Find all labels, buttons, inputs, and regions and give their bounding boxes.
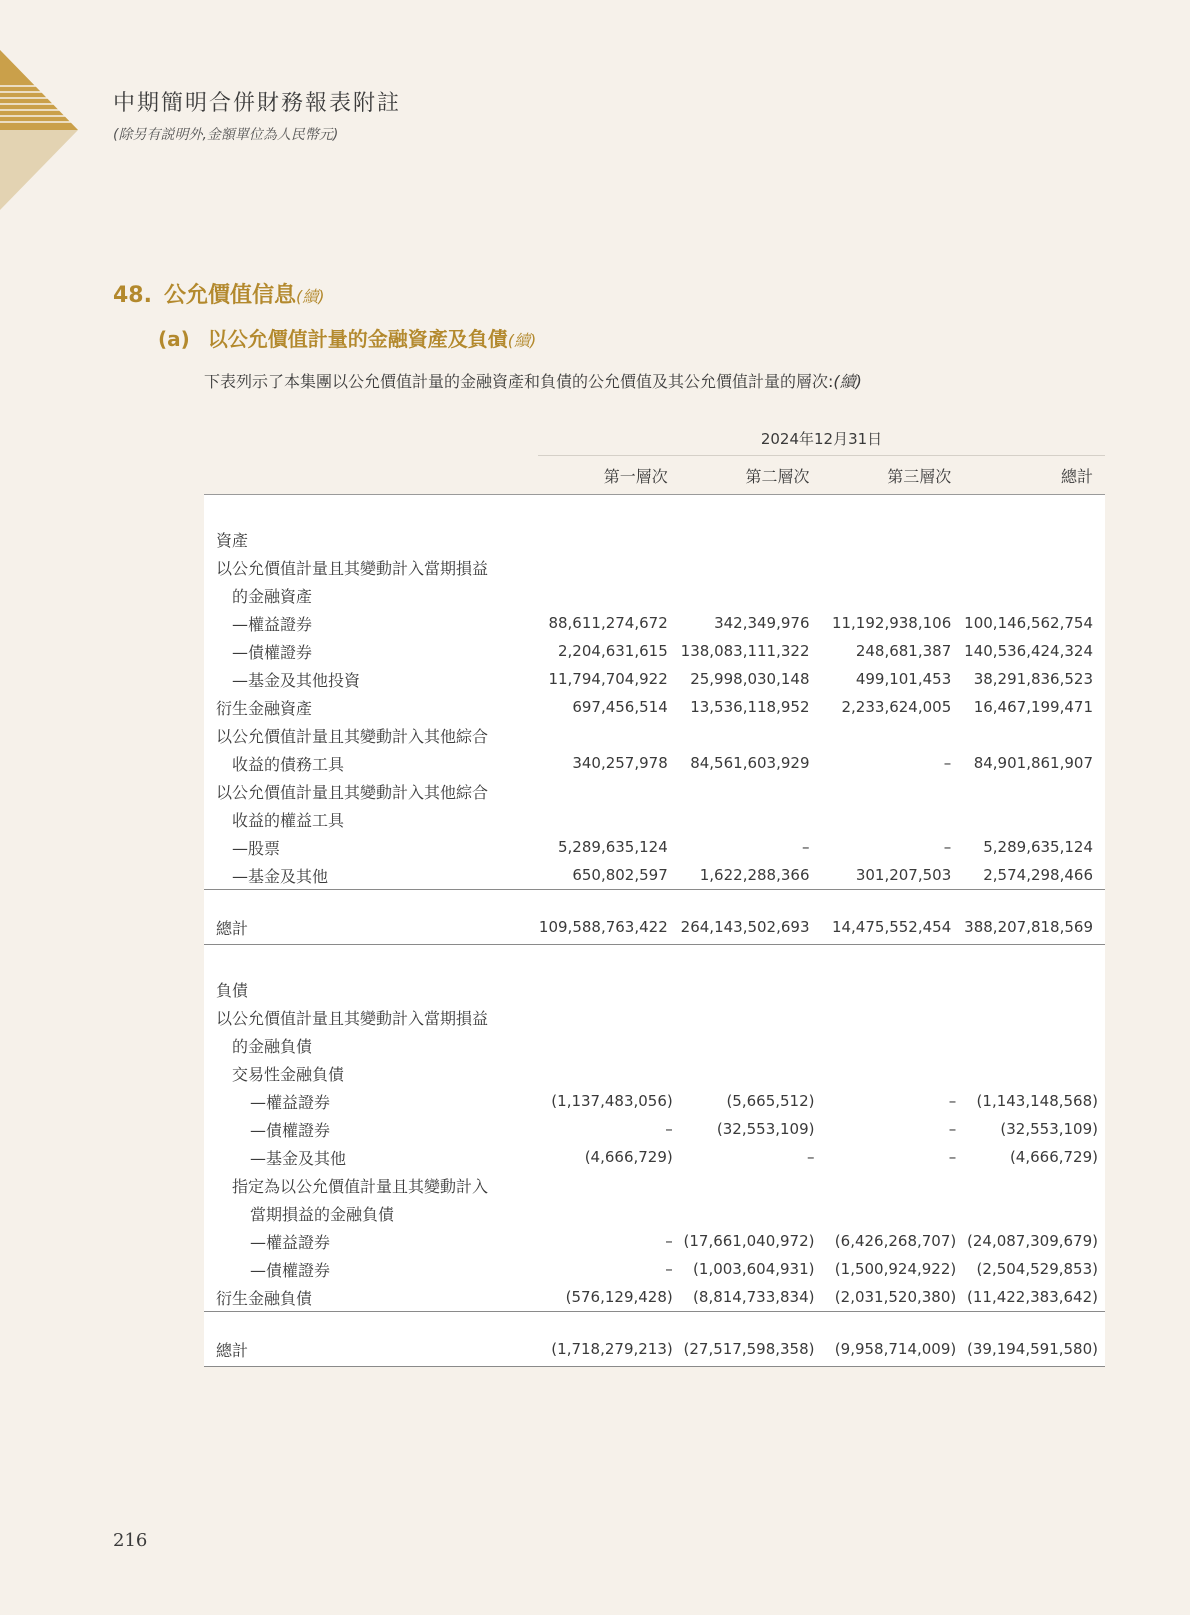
table-row (204, 1255, 1105, 1283)
table-row (204, 1031, 1105, 1059)
row-value (822, 1003, 964, 1031)
row-value: – (822, 833, 964, 861)
row-label: 收益的債務工具 (204, 749, 538, 777)
row-value (822, 1031, 964, 1059)
row-value (538, 805, 680, 833)
table-row (204, 749, 1105, 777)
row-value: (17,661,040,972) (680, 1227, 822, 1255)
column-header: 總計 (963, 456, 1105, 495)
table-row (204, 910, 1105, 945)
row-label: 以公允價值計量且其變動計入其他綜合 (204, 777, 538, 805)
table-row (204, 1283, 1105, 1312)
row-value (963, 805, 1105, 833)
row-value: (2,031,520,380) (822, 1283, 964, 1312)
table-row (204, 1199, 1105, 1227)
fair-value-grid (204, 456, 1105, 1367)
row-value (538, 721, 680, 749)
table-row (204, 1332, 1105, 1367)
page-number: 216 (113, 1530, 148, 1551)
row-value: 14,475,552,454 (822, 910, 964, 945)
row-value (822, 721, 964, 749)
table-row (204, 805, 1105, 833)
row-value: 38,291,836,523 (963, 665, 1105, 693)
row-label: 交易性金融負債 (204, 1059, 538, 1087)
row-value: (8,814,733,834) (680, 1283, 822, 1312)
table-row (204, 1059, 1105, 1087)
row-value: 84,901,861,907 (963, 749, 1105, 777)
subsection-title: 以公允價值計量的金融資產及負債 (207, 327, 508, 351)
row-value: 301,207,503 (822, 861, 964, 890)
intro-body: 下表列示了本集團以公允價值計量的金融資產和負債的公允價值及其公允價值計量的層次: (204, 372, 834, 391)
section-continued: (續) (296, 287, 325, 306)
row-value: – (538, 1255, 680, 1283)
header-title: 中期簡明合併財務報表附註 (113, 91, 402, 116)
row-label: 收益的權益工具 (204, 805, 538, 833)
row-label: —基金及其他投資 (204, 665, 538, 693)
row-value: (1,003,604,931) (680, 1255, 822, 1283)
row-value: 388,207,818,569 (963, 910, 1105, 945)
row-label: —債權證券 (204, 1115, 538, 1143)
row-value (680, 553, 822, 581)
intro-continued: (續) (833, 372, 862, 391)
liabilities-heading (204, 975, 1105, 1003)
row-label: —權益證券 (204, 609, 538, 637)
row-value (538, 777, 680, 805)
intro-text (204, 369, 862, 392)
row-label: 的金融資產 (204, 581, 538, 609)
row-value: (9,958,714,009) (822, 1332, 964, 1367)
section-number: 48. (113, 283, 152, 308)
header-subtitle: (除另有説明外,金額單位為人民幣元) (113, 127, 339, 143)
row-value: 100,146,562,754 (963, 609, 1105, 637)
row-label: 衍生金融資產 (204, 693, 538, 721)
row-value (822, 1059, 964, 1087)
table-row (204, 637, 1105, 665)
row-value: (27,517,598,358) (680, 1332, 822, 1367)
table-row (204, 861, 1105, 890)
row-value (963, 1171, 1105, 1199)
row-value (538, 1171, 680, 1199)
row-value (680, 1199, 822, 1227)
row-value: 2,204,631,615 (538, 637, 680, 665)
row-value (963, 581, 1105, 609)
row-value (822, 777, 964, 805)
table-date-header: 2024年12月31日 (538, 428, 1105, 456)
row-value: (1,500,924,922) (822, 1255, 964, 1283)
row-value: 264,143,502,693 (680, 910, 822, 945)
row-value (680, 1003, 822, 1031)
row-label: 總計 (204, 1332, 538, 1367)
row-value: (6,426,268,707) (822, 1227, 964, 1255)
row-value: (24,087,309,679) (963, 1227, 1105, 1255)
column-header-row (204, 456, 1105, 495)
table-row (204, 1171, 1105, 1199)
table-row (204, 665, 1105, 693)
row-value: 2,233,624,005 (822, 693, 964, 721)
row-label: 衍生金融負債 (204, 1283, 538, 1312)
fair-value-table (204, 428, 1105, 1367)
row-value (680, 721, 822, 749)
row-value (822, 553, 964, 581)
row-value: 2,574,298,466 (963, 861, 1105, 890)
row-value: 499,101,453 (822, 665, 964, 693)
row-label: 當期損益的金融負債 (204, 1199, 538, 1227)
row-label: —權益證券 (204, 1087, 538, 1115)
row-value: 11,794,704,922 (538, 665, 680, 693)
row-value: 340,257,978 (538, 749, 680, 777)
section-heading (113, 278, 325, 309)
table-row (204, 1143, 1105, 1171)
table-body (204, 495, 1105, 1367)
row-value (538, 1199, 680, 1227)
row-value: 342,349,976 (680, 609, 822, 637)
row-value: 5,289,635,124 (538, 833, 680, 861)
spacer-row (204, 495, 1105, 526)
table-row (204, 1003, 1105, 1031)
table-row (204, 721, 1105, 749)
row-value: (1,137,483,056) (538, 1087, 680, 1115)
row-value: 5,289,635,124 (963, 833, 1105, 861)
row-value: (4,666,729) (538, 1143, 680, 1171)
row-label: —基金及其他 (204, 861, 538, 890)
row-value (963, 777, 1105, 805)
row-value (822, 581, 964, 609)
row-value (822, 1171, 964, 1199)
row-value (680, 777, 822, 805)
row-value: 16,467,199,471 (963, 693, 1105, 721)
row-value: – (822, 1143, 964, 1171)
table-row (204, 1087, 1105, 1115)
row-value (963, 1003, 1105, 1031)
spacer-row (204, 945, 1105, 976)
corner-decoration (0, 0, 90, 220)
row-value (680, 1059, 822, 1087)
row-value: (1,718,279,213) (538, 1332, 680, 1367)
row-value: (11,422,383,642) (963, 1283, 1105, 1312)
row-label: —債權證券 (204, 637, 538, 665)
table-row (204, 1227, 1105, 1255)
row-value (963, 1031, 1105, 1059)
row-value: – (822, 1115, 964, 1143)
column-header: 第一層次 (538, 456, 680, 495)
row-value (963, 1059, 1105, 1087)
spacer-row (204, 890, 1105, 911)
table-row (204, 777, 1105, 805)
row-value: 138,083,111,322 (680, 637, 822, 665)
column-header: 第三層次 (822, 456, 964, 495)
row-value: (39,194,591,580) (963, 1332, 1105, 1367)
table-row (204, 581, 1105, 609)
row-value (963, 553, 1105, 581)
table-row (204, 693, 1105, 721)
subsection-heading (158, 323, 536, 352)
row-value (680, 805, 822, 833)
row-value (538, 1003, 680, 1031)
table-row (204, 833, 1105, 861)
row-value: – (822, 1087, 964, 1115)
row-label: —權益證券 (204, 1227, 538, 1255)
row-label: 以公允價值計量且其變動計入其他綜合 (204, 721, 538, 749)
row-value: 11,192,938,106 (822, 609, 964, 637)
row-label: 總計 (204, 910, 538, 945)
row-value: – (680, 1143, 822, 1171)
row-label: —基金及其他 (204, 1143, 538, 1171)
row-value: – (680, 833, 822, 861)
row-value: 650,802,597 (538, 861, 680, 890)
row-label: 指定為以公允價值計量且其變動計入 (204, 1171, 538, 1199)
row-value: 25,998,030,148 (680, 665, 822, 693)
row-value: 140,536,424,324 (963, 637, 1105, 665)
row-value: (32,553,109) (680, 1115, 822, 1143)
section-title: 公允價值信息 (163, 283, 296, 308)
row-value (680, 581, 822, 609)
row-value (822, 805, 964, 833)
row-label: 以公允價值計量且其變動計入當期損益 (204, 1003, 538, 1031)
row-value (822, 1199, 964, 1227)
row-value: 1,622,288,366 (680, 861, 822, 890)
table-row (204, 1115, 1105, 1143)
row-value: (32,553,109) (963, 1115, 1105, 1143)
row-value: – (538, 1115, 680, 1143)
row-value: (4,666,729) (963, 1143, 1105, 1171)
row-value: 84,561,603,929 (680, 749, 822, 777)
row-value (538, 1031, 680, 1059)
row-label: 以公允價值計量且其變動計入當期損益 (204, 553, 538, 581)
row-value (963, 1199, 1105, 1227)
row-value (538, 581, 680, 609)
row-value (963, 721, 1105, 749)
row-value: 88,611,274,672 (538, 609, 680, 637)
row-label: —債權證券 (204, 1255, 538, 1283)
row-value: (1,143,148,568) (963, 1087, 1105, 1115)
subsection-label: (a) (158, 327, 190, 351)
row-value: 697,456,514 (538, 693, 680, 721)
column-header-blank (204, 456, 538, 495)
liabilities-heading-label: 負債 (204, 975, 538, 1003)
table-row (204, 609, 1105, 637)
row-label: —股票 (204, 833, 538, 861)
row-value (538, 553, 680, 581)
row-value: 13,536,118,952 (680, 693, 822, 721)
assets-heading (204, 525, 1105, 553)
subsection-continued: (續) (507, 331, 537, 350)
row-value: (5,665,512) (680, 1087, 822, 1115)
column-header: 第二層次 (680, 456, 822, 495)
row-value: (2,504,529,853) (963, 1255, 1105, 1283)
row-value: – (822, 749, 964, 777)
row-value (680, 1031, 822, 1059)
row-value: 248,681,387 (822, 637, 964, 665)
row-value (680, 1171, 822, 1199)
spacer-row (204, 1312, 1105, 1333)
table-row (204, 553, 1105, 581)
assets-heading-label: 資產 (204, 525, 538, 553)
row-value (538, 1059, 680, 1087)
row-value: (576,129,428) (538, 1283, 680, 1312)
row-value: – (538, 1227, 680, 1255)
row-value: 109,588,763,422 (538, 910, 680, 945)
row-label: 的金融負債 (204, 1031, 538, 1059)
